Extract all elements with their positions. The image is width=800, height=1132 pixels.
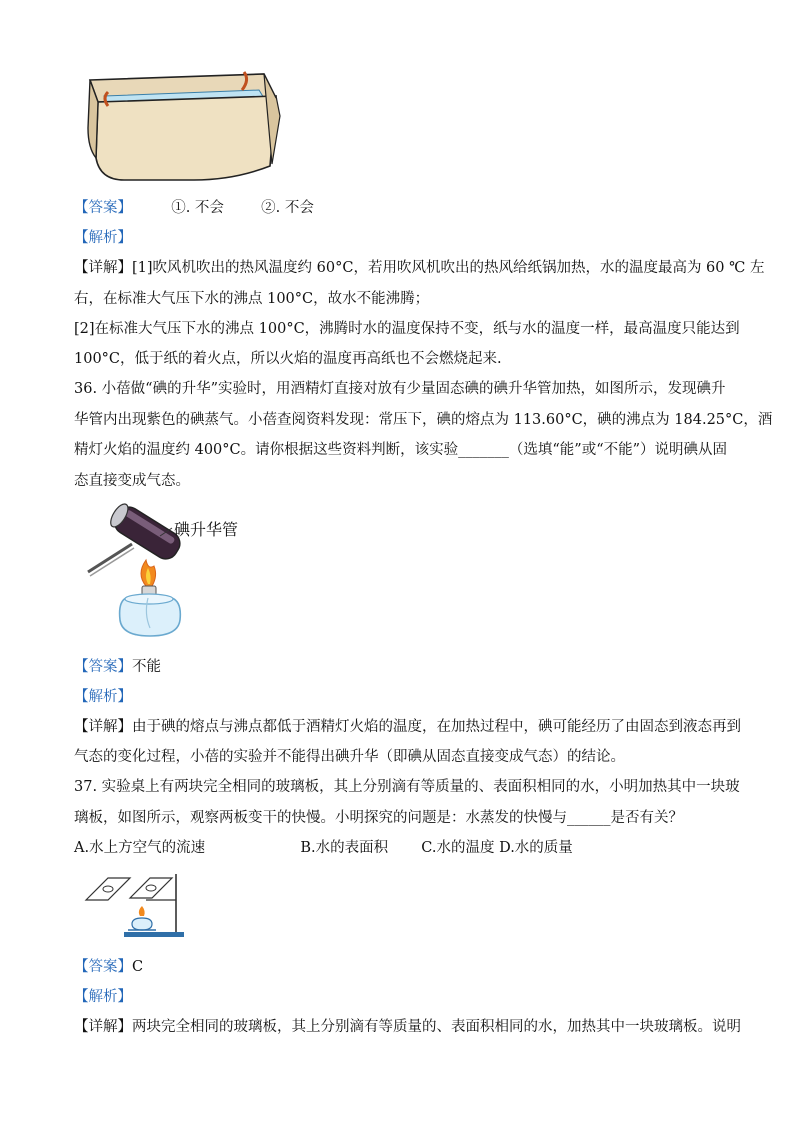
q36-detail-line-1 [74,717,741,737]
q37-question-line-2: 璃板，如图所示，观察两板变干的快慢。小明探究的问题是：水蒸发的快慢与______是否有关？ [74,810,683,826]
q35-detail-line-3: [2]在标准大气压下水的沸点 100°C，沸腾时水的温度保持不变，纸与水的温度一样，最高温度只能达到 [74,321,740,337]
q37-question-line-1: 37. 实验桌上有两块完全相同的玻璃板，其上分别滴有等质量的、表面积相同的水，小明加热其中一块玻 [74,779,740,795]
option-b: B.水的表面积 [300,840,389,856]
q35-answer-line [74,198,314,218]
glass-plates-figure [84,870,194,942]
q37-options-line [74,838,573,858]
q36-detail-line-2: 气态的变化过程，小蓓的实验并不能得出碘升华（即碘从固态直接变成气态）的结论。 [74,749,625,765]
q36-question-line-2: 华管内出现紫色的碘蒸气。小蓓查阅资料发现：常压下，碘的熔点为 113.60°C，碘的沸点为 184.25°C，酒 [74,412,773,428]
q36-analysis-tag: 【解析】 [74,689,132,705]
answer-part-1: ①. 不会 [171,200,224,216]
q35-detail-line-1 [74,258,764,278]
option-a: A.水上方空气的流速 [74,840,206,856]
q36-question-line-1: 36. 小蓓做“碘的升华”实验时，用酒精灯直接对放有少量固态碘的碘升华管加热，如图所示，发现碘升 [74,381,726,397]
answer-tag: 【答案】 [74,200,132,216]
detail-tag: 【详解】 [74,719,132,735]
q37-analysis-tag: 【解析】 [74,989,132,1005]
detail-text: 两块完全相同的玻璃板，其上分别滴有等质量的、表面积相同的水，加热其中一块玻璃板。说明 [132,1019,741,1035]
q36-answer-line [74,657,161,677]
answer-part-2: ②. 不会 [261,200,314,216]
q37-answer-line [74,957,143,977]
figure-label-iodine-tube: 碘升华管 [174,520,239,539]
detail-text: [1]吹风机吹出的热风温度约 60°C，若用吹风机吹出的热风给纸锅加热，水的温度最高为 60 ℃ 左 [132,260,765,276]
q35-analysis-tag: 【解析】 [74,230,132,246]
detail-tag: 【详解】 [74,1019,132,1035]
q35-detail-line-4: 100°C，低于纸的着火点，所以火焰的温度再高纸也不会燃烧起来. [74,351,502,367]
q36-question-line-4: 态直接变成气态。 [74,473,190,489]
q36-question-line-3: 精灯火焰的温度约 400°C。请你根据这些资料判断，该实验_______（选填“能”或“不能”）说明碘从固 [74,442,728,458]
answer-tag: 【答案】 [74,659,132,675]
q35-detail-line-2: 右，在标准大气压下水的沸点 100°C，故水不能沸腾； [74,291,430,307]
q37-detail-line-1 [74,1017,741,1037]
detail-tag: 【详解】 [74,260,132,276]
answer-tag: 【答案】 [74,959,132,975]
paper-pot-figure [84,68,284,186]
option-c: C.水的温度 [421,840,495,856]
option-d: D.水的质量 [499,840,573,856]
answer-text: C [132,959,144,975]
answer-text: 不能 [132,659,161,675]
detail-text: 由于碘的熔点与沸点都低于酒精灯火焰的温度，在加热过程中，碘可能经历了由固态到液态再到 [132,719,741,735]
